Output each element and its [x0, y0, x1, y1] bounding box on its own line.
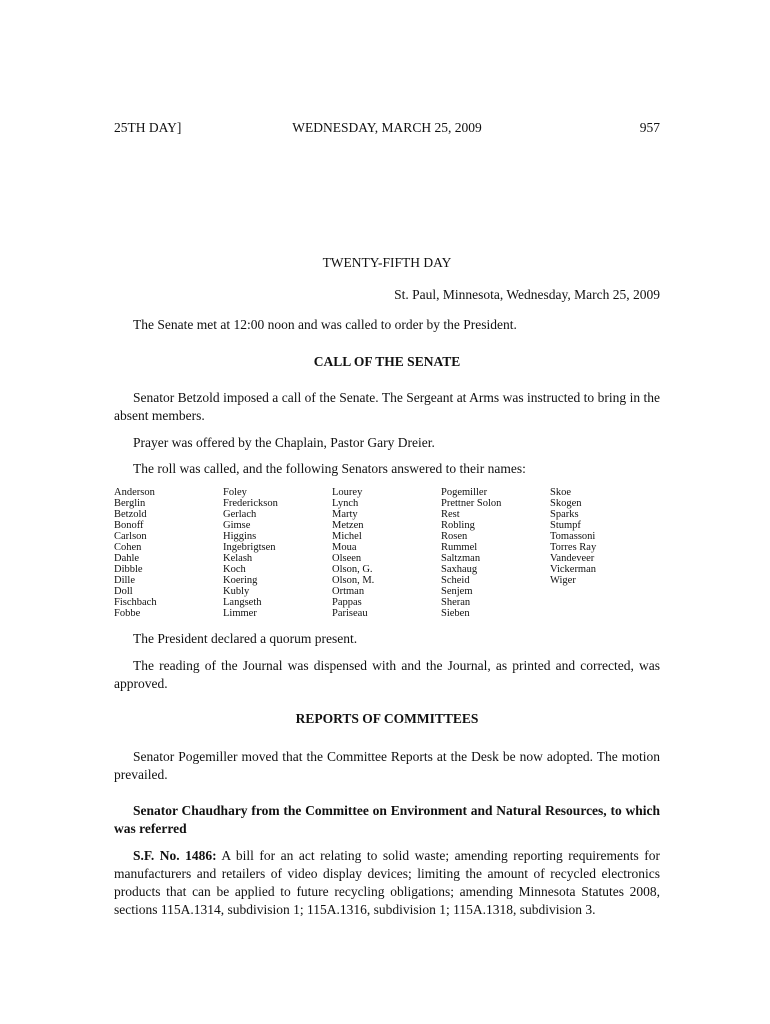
senator-name: Anderson — [114, 487, 155, 498]
roll-column-1 — [114, 487, 157, 619]
senator-name: Dahle — [114, 553, 140, 564]
bill-description: A bill for an act relating to solid waste; amending reporting requirements for manufacturers and retailers of video display devices; limiting the amount of recycled electronics products that can be applied to future recycling obligations; amending Minnesota Statutes 2008, sections 115A.1314, subdivision 1; 115A.1316, subdivision 1; 115A.1318, subdivision 3. — [114, 848, 661, 917]
dateline: St. Paul, Minnesota, Wednesday, March 25, 2009 — [394, 287, 660, 302]
senator-name: Wiger — [550, 575, 576, 586]
senator-name: Pogemiller — [441, 487, 488, 498]
senator-name: Sheran — [441, 597, 471, 608]
senator-name: Scheid — [441, 575, 470, 586]
call-of-senate-heading: CALL OF THE SENATE — [313, 354, 461, 369]
senator-name: Doll — [114, 586, 133, 597]
senator-name: Lourey — [332, 487, 363, 498]
senator-name: Sparks — [550, 509, 579, 520]
header-date: WEDNESDAY, MARCH 25, 2009 — [292, 120, 482, 135]
senator-name: Olseen — [332, 553, 362, 564]
senator-name: Berglin — [114, 498, 146, 509]
senator-name: Fischbach — [114, 597, 157, 608]
senator-name: Robling — [441, 520, 475, 531]
senator-name: Carlson — [114, 531, 147, 542]
senator-name: Gerlach — [223, 509, 257, 520]
senator-name: Ortman — [332, 586, 365, 597]
senator-name: Prettner Solon — [441, 498, 502, 509]
roll-column-2 — [223, 487, 278, 619]
senator-name: Pappas — [332, 597, 362, 608]
roll-column-3 — [332, 487, 374, 619]
senator-name: Skogen — [550, 498, 582, 509]
prayer-paragraph: Prayer was offered by the Chaplain, Pastor Gary Dreier. — [133, 435, 435, 450]
senator-name: Ingebrigtsen — [223, 542, 276, 553]
senator-name: Bonoff — [114, 520, 144, 531]
senator-name: Frederickson — [223, 498, 278, 509]
senator-name: Betzold — [114, 509, 147, 520]
bill-number: S.F. No. 1486: — [133, 848, 217, 863]
senator-name: Saxhaug — [441, 564, 478, 575]
senator-name: Limmer — [223, 608, 257, 619]
quorum-paragraph: The President declared a quorum present. — [133, 631, 358, 646]
reports-of-committees-heading: REPORTS OF COMMITTEES — [295, 711, 479, 726]
senator-name: Stumpf — [550, 520, 581, 531]
senator-name: Moua — [332, 542, 357, 553]
senator-name: Marty — [332, 509, 358, 520]
senator-name: Koch — [223, 564, 246, 575]
senator-name: Langseth — [223, 597, 262, 608]
senator-name: Kubly — [223, 586, 250, 597]
senator-name: Torres Ray — [550, 542, 597, 553]
senator-name: Senjem — [441, 586, 473, 597]
senator-name: Gimse — [223, 520, 251, 531]
call-to-order-paragraph: The Senate met at 12:00 noon and was called to order by the President. — [133, 317, 517, 332]
senator-name: Pariseau — [332, 608, 368, 619]
roll-column-4 — [441, 487, 501, 619]
senator-name: Koering — [223, 575, 258, 586]
senator-name: Vickerman — [550, 564, 597, 575]
page-number: 957 — [639, 120, 660, 135]
senator-name: Higgins — [223, 531, 257, 542]
senator-name: Tomassoni — [550, 531, 596, 542]
roll-column-5 — [550, 487, 596, 586]
journal-page — [114, 0, 660, 1024]
senator-name: Olson, G. — [332, 564, 373, 575]
senator-name: Saltzman — [441, 553, 481, 564]
senator-name: Dibble — [114, 564, 143, 575]
senator-name: Rest — [441, 509, 460, 520]
senator-name: Metzen — [332, 520, 364, 531]
reports-paragraph: Senator Pogemiller moved that the Committee Reports at the Desk be now adopted. The motion prevailed. — [114, 749, 660, 782]
senator-name: Rosen — [441, 531, 468, 542]
senator-name: Kelash — [223, 553, 253, 564]
senator-name: Dille — [114, 575, 135, 586]
senator-name: Rummel — [441, 542, 478, 553]
senator-name: Fobbe — [114, 608, 141, 619]
senator-name: Skoe — [550, 487, 571, 498]
running-header — [114, 120, 660, 140]
journal-paragraph: The reading of the Journal was dispensed with and the Journal, as printed and corrected, was approved. — [114, 658, 660, 691]
header-day: 25TH DAY] — [114, 120, 182, 135]
senator-name: Foley — [223, 487, 247, 498]
senator-name: Sieben — [441, 608, 470, 619]
senator-name: Vandeveer — [550, 553, 595, 564]
senator-name: Cohen — [114, 542, 142, 553]
senator-name: Olson, M. — [332, 575, 375, 586]
day-title: TWENTY-FIFTH DAY — [322, 255, 452, 270]
call-paragraph: Senator Betzold imposed a call of the Senate. The Sergeant at Arms was instructed to bring in the absent members. — [114, 390, 660, 423]
bill-paragraph — [114, 847, 660, 919]
committee-referral-heading: Senator Chaudhary from the Committee on Environment and Natural Resources, to which was referred — [114, 803, 660, 836]
senator-name: Michel — [332, 531, 362, 542]
roll-intro-paragraph: The roll was called, and the following Senators answered to their names: — [133, 461, 526, 476]
senator-name: Lynch — [332, 498, 359, 509]
